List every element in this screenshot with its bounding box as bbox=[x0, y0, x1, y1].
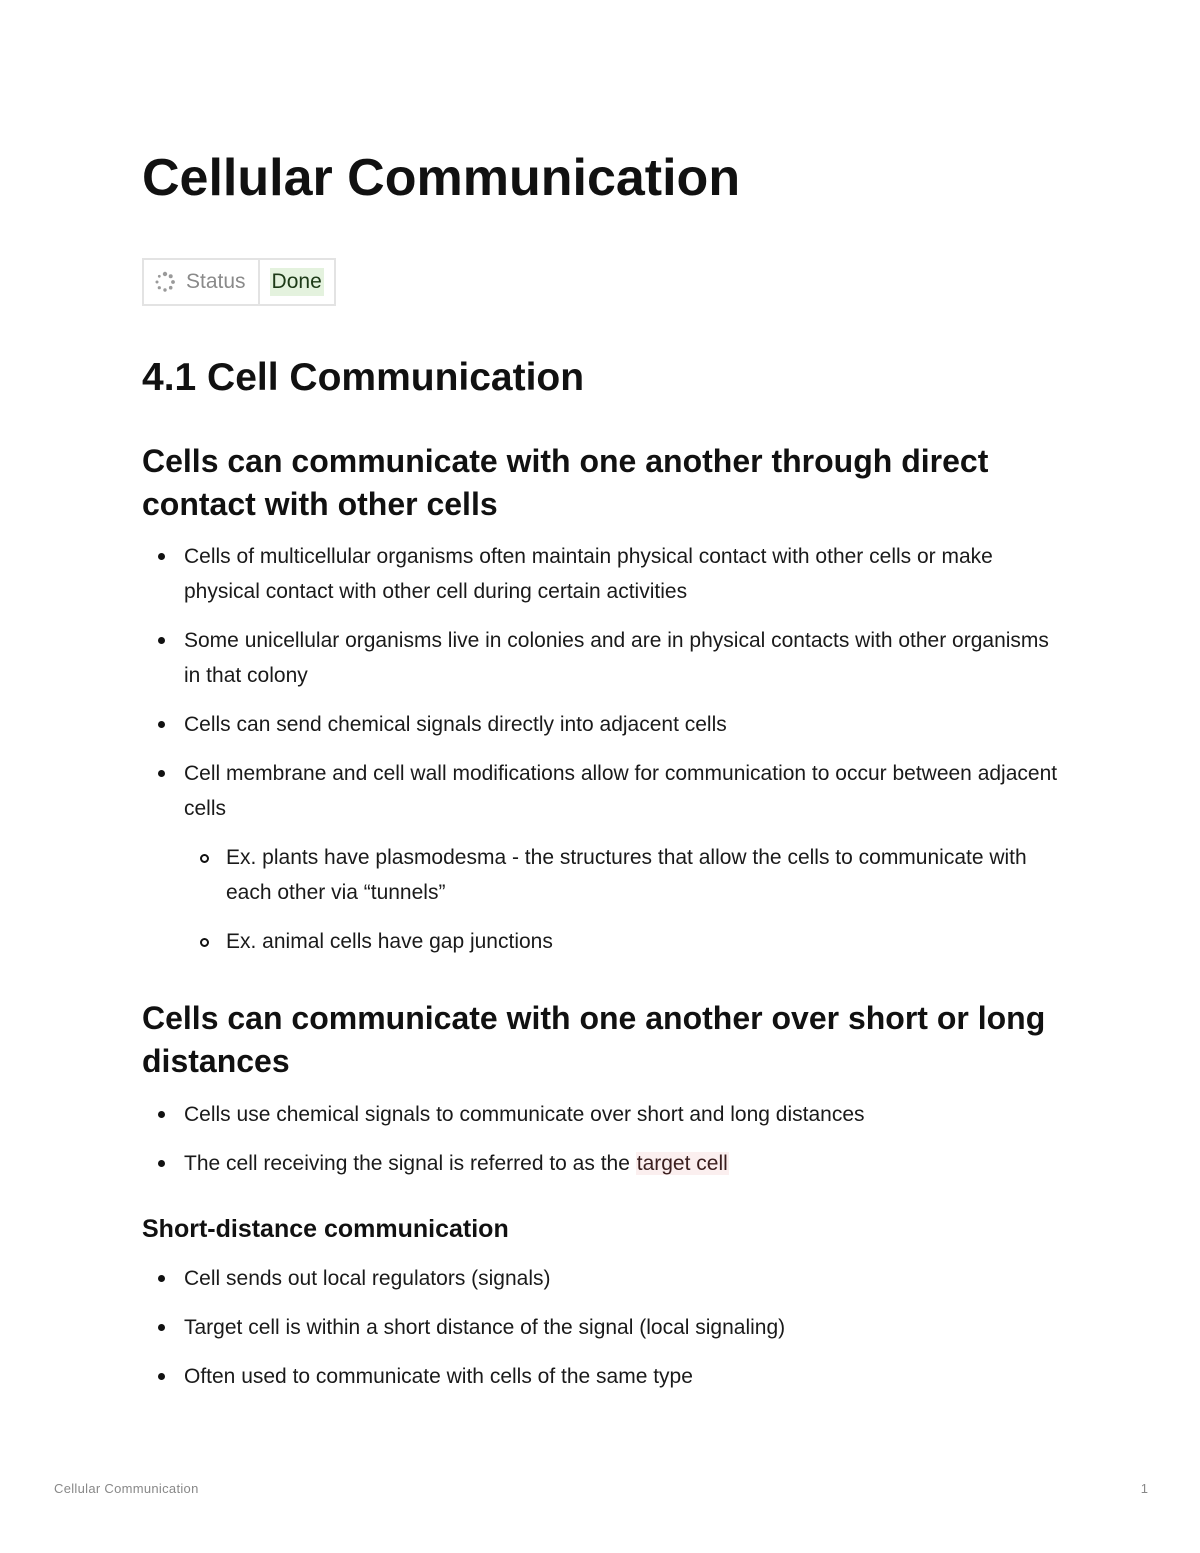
direct-contact-heading: Cells can communicate with one another through direct contact with other cells bbox=[142, 443, 989, 522]
list-item-text: The cell receiving the signal is referred to as the bbox=[184, 1152, 636, 1175]
sub-list bbox=[184, 840, 1062, 959]
footer-doc-title: Cellular Communication bbox=[54, 1481, 199, 1496]
section-heading: 4.1 Cell Communication bbox=[142, 356, 585, 399]
sub-list-item: Ex. plants have plasmodesma - the structures that allow the cells to communicate with each other via “tunnels” bbox=[184, 840, 1062, 910]
status-label: Status bbox=[186, 270, 246, 293]
list-item-text: Cell membrane and cell wall modifications allow for communication to occur between adjacent cells bbox=[184, 762, 1058, 820]
short-distance-list bbox=[142, 1261, 1062, 1394]
loader-icon bbox=[154, 271, 176, 293]
list-item bbox=[142, 1146, 1062, 1181]
distances-list bbox=[142, 1097, 1062, 1181]
list-item: Cell sends out local regulators (signals) bbox=[142, 1261, 1062, 1296]
direct-contact-list bbox=[142, 539, 1062, 959]
list-item bbox=[142, 756, 1062, 959]
distances-heading: Cells can communicate with one another over short or long distances bbox=[142, 1000, 1046, 1079]
status-badge[interactable]: Done bbox=[270, 268, 324, 296]
list-item: Often used to communicate with cells of the same type bbox=[142, 1359, 1062, 1394]
status-value-cell[interactable] bbox=[260, 260, 334, 304]
page-title: Cellular Communication bbox=[142, 149, 741, 207]
footer-page-number: 1 bbox=[1140, 1481, 1148, 1496]
status-property[interactable] bbox=[142, 258, 336, 306]
list-item: Cells of multicellular organisms often maintain physical contact with other cells or make physical contact with other cell during certain activities bbox=[142, 539, 1062, 609]
list-item: Cells can send chemical signals directly into adjacent cells bbox=[142, 707, 1062, 742]
status-key bbox=[144, 260, 260, 304]
list-item: Some unicellular organisms live in colonies and are in physical contacts with other organisms in that colony bbox=[142, 623, 1062, 693]
target-cell-highlight: target cell bbox=[636, 1152, 728, 1175]
sub-list-item: Ex. animal cells have gap junctions bbox=[184, 924, 1062, 959]
short-distance-heading: Short-distance communication bbox=[142, 1215, 509, 1243]
list-item: Target cell is within a short distance of the signal (local signaling) bbox=[142, 1310, 1062, 1345]
list-item: Cells use chemical signals to communicate over short and long distances bbox=[142, 1097, 1062, 1132]
